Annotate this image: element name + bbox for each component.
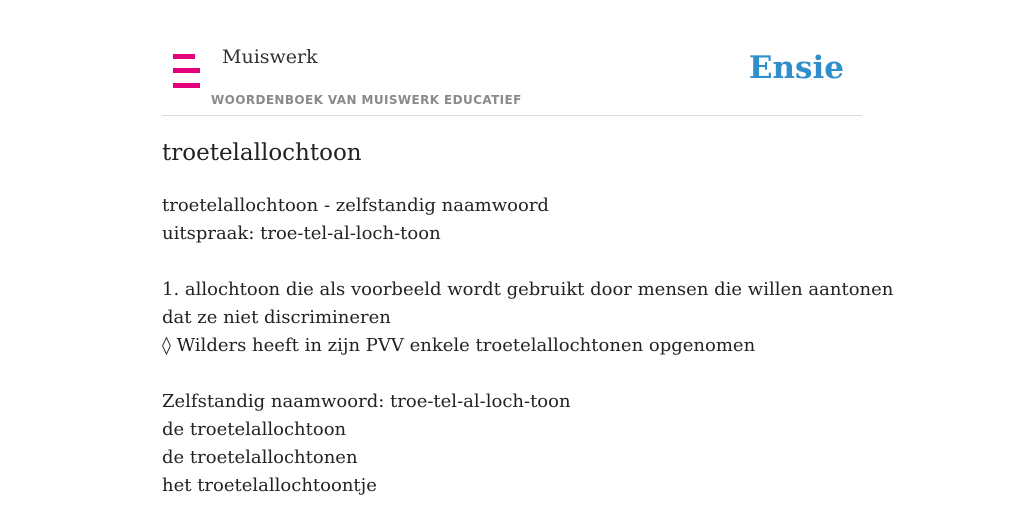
form-item: de troetelallochtonen [162, 447, 358, 468]
definition-line: 1. allochtoon die als voorbeeld wordt gebruikt door mensen die willen aantonen [162, 279, 894, 300]
form-item: de troetelallochtoon [162, 419, 347, 440]
site-subtitle: WOORDENBOEK VAN MUISWERK EDUCATIEF [211, 93, 522, 107]
page-container [162, 0, 894, 496]
spacer [162, 360, 862, 388]
muiswerk-logo-icon[interactable] [173, 54, 200, 88]
spacer [162, 248, 862, 276]
site-header [162, 0, 862, 116]
pronunciation-line: uitspraak: troe-tel-al-loch-toon [162, 223, 441, 244]
form-item: het troetelallochtoontje [162, 475, 377, 496]
example-line: ◊ Wilders heeft in zijn PVV enkele troetelallochtonen opgenomen [162, 335, 756, 356]
site-name[interactable]: Muiswerk [222, 46, 318, 68]
forms-header: Zelfstandig naamwoord: troe-tel-al-loch-toon [162, 391, 571, 412]
page-title: troetelallochtoon [162, 140, 362, 166]
entry-body [162, 192, 894, 500]
ensie-logo-link[interactable]: Ensie [748, 50, 844, 86]
entry-head-line: troetelallochtoon - zelfstandig naamwoord [162, 195, 549, 216]
definition-line: dat ze niet discrimineren [162, 307, 391, 328]
